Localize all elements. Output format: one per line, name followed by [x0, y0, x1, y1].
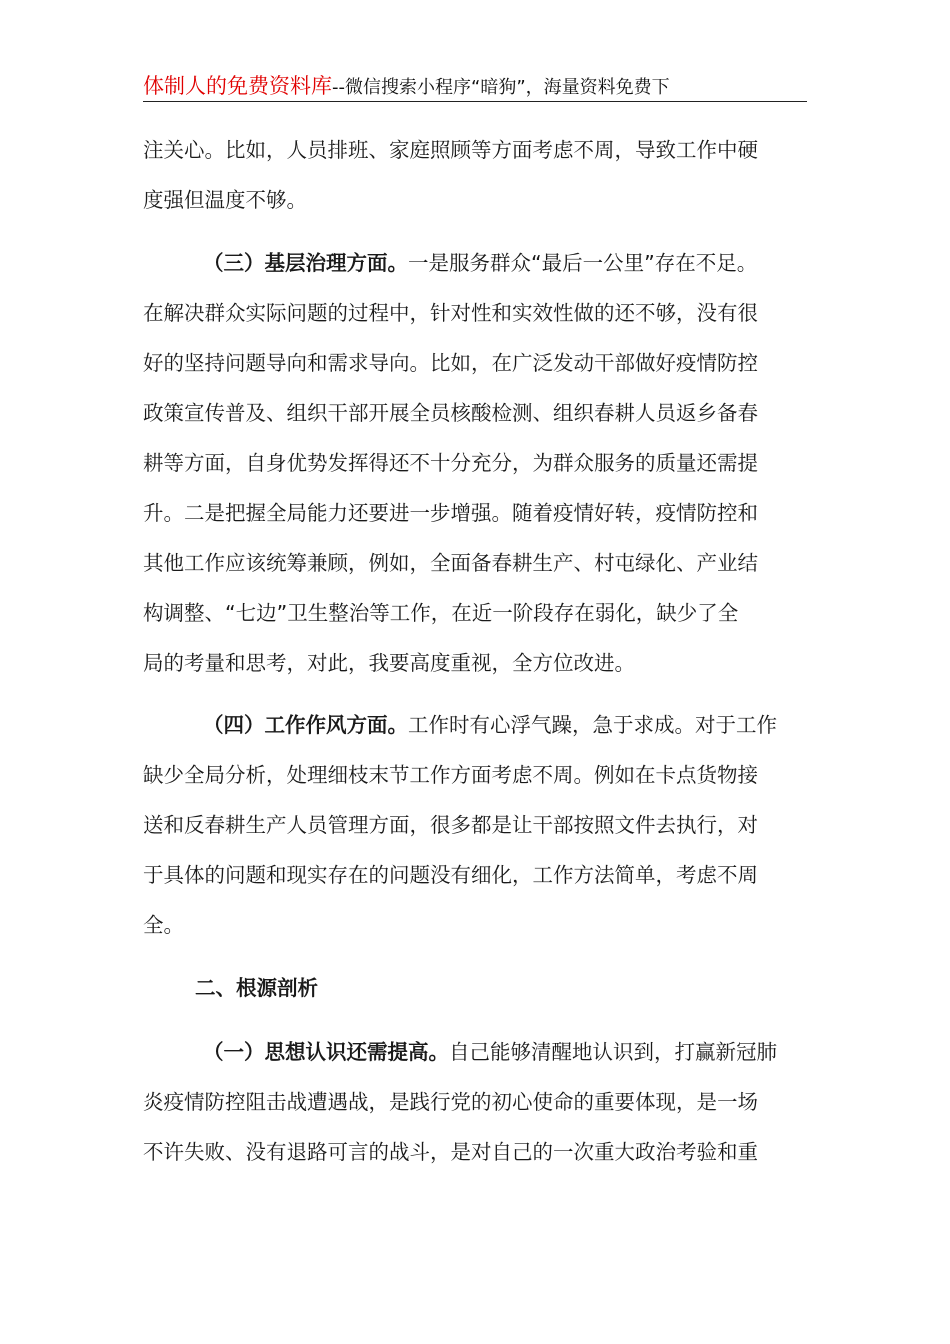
- text-run: 自己能够清醒地认识到，打赢新冠肺: [449, 1040, 777, 1064]
- text-line: 好的坚持问题导向和需求导向。比如，在广泛发动干部做好疫情防控: [143, 351, 758, 375]
- text-line: 局的考量和思考，对此，我要高度重视，全方位改进。: [143, 651, 635, 675]
- header-divider: [143, 101, 807, 102]
- text-line: 政策宣传普及、组织干部开展全员核酸检测、组织春耕人员返乡备春: [143, 401, 758, 425]
- text-line: 注关心。比如，人员排班、家庭照顾等方面考虑不周，导致工作中硬: [143, 138, 758, 162]
- section-title: [143, 963, 807, 1013]
- paragraph-heading: （四）工作作风方面。: [203, 713, 408, 737]
- text-line: 全。: [143, 913, 184, 937]
- text-line: 耕等方面，自身优势发挥得还不十分充分，为群众服务的质量还需提: [143, 451, 758, 475]
- paragraph-first-line: [143, 1027, 807, 1077]
- text-line: 构调整、“七边”卫生整治等工作，在近一阶段存在弱化，缺少了全: [143, 601, 739, 625]
- section-title-text: 二、根源剖析: [195, 976, 318, 1000]
- page-header: [143, 70, 807, 100]
- header-brand: 体制人的免费资料库: [143, 74, 332, 98]
- text-line: 度强但温度不够。: [143, 188, 307, 212]
- paragraph-ideological-awareness: [143, 1027, 807, 1177]
- header-tagline: --微信搜索小程序“暗狗”，海量资料免费下: [332, 77, 670, 98]
- paragraph-work-style: [143, 700, 807, 950]
- text-line: 缺少全局分析，处理细枝末节工作方面考虑不周。例如在卡点货物接: [143, 763, 758, 787]
- paragraph-first-line: [143, 238, 807, 288]
- text-line: 升。二是把握全局能力还要进一步增强。随着疫情好转，疫情防控和: [143, 501, 758, 525]
- paragraph-heading: （三）基层治理方面。: [203, 251, 408, 275]
- text-run: 工作时有心浮气躁，急于求成。对于工作: [408, 713, 777, 737]
- text-run: 一是服务群众“最后一公里”存在不足。: [408, 251, 758, 275]
- text-line: 其他工作应该统筹兼顾，例如，全面备春耕生产、村屯绿化、产业结: [143, 551, 758, 575]
- text-line: 送和反春耕生产人员管理方面，很多都是让干部按照文件去执行，对: [143, 813, 758, 837]
- text-line: 在解决群众实际问题的过程中，针对性和实效性做的还不够，没有很: [143, 301, 758, 325]
- text-line: 于具体的问题和现实存在的问题没有细化，工作方法简单，考虑不周: [143, 863, 758, 887]
- section-heading-root-cause: [143, 963, 807, 1013]
- paragraph-first-line: [143, 700, 807, 750]
- text-line: 不许失败、没有退路可言的战斗，是对自己的一次重大政治考验和重: [143, 1140, 758, 1164]
- paragraph-grassroots-governance: [143, 238, 807, 688]
- paragraph-heading: （一）思想认识还需提高。: [203, 1040, 449, 1064]
- paragraph-continuation: [143, 125, 807, 225]
- text-line: 炎疫情防控阻击战遭遇战，是践行党的初心使命的重要体现，是一场: [143, 1090, 758, 1114]
